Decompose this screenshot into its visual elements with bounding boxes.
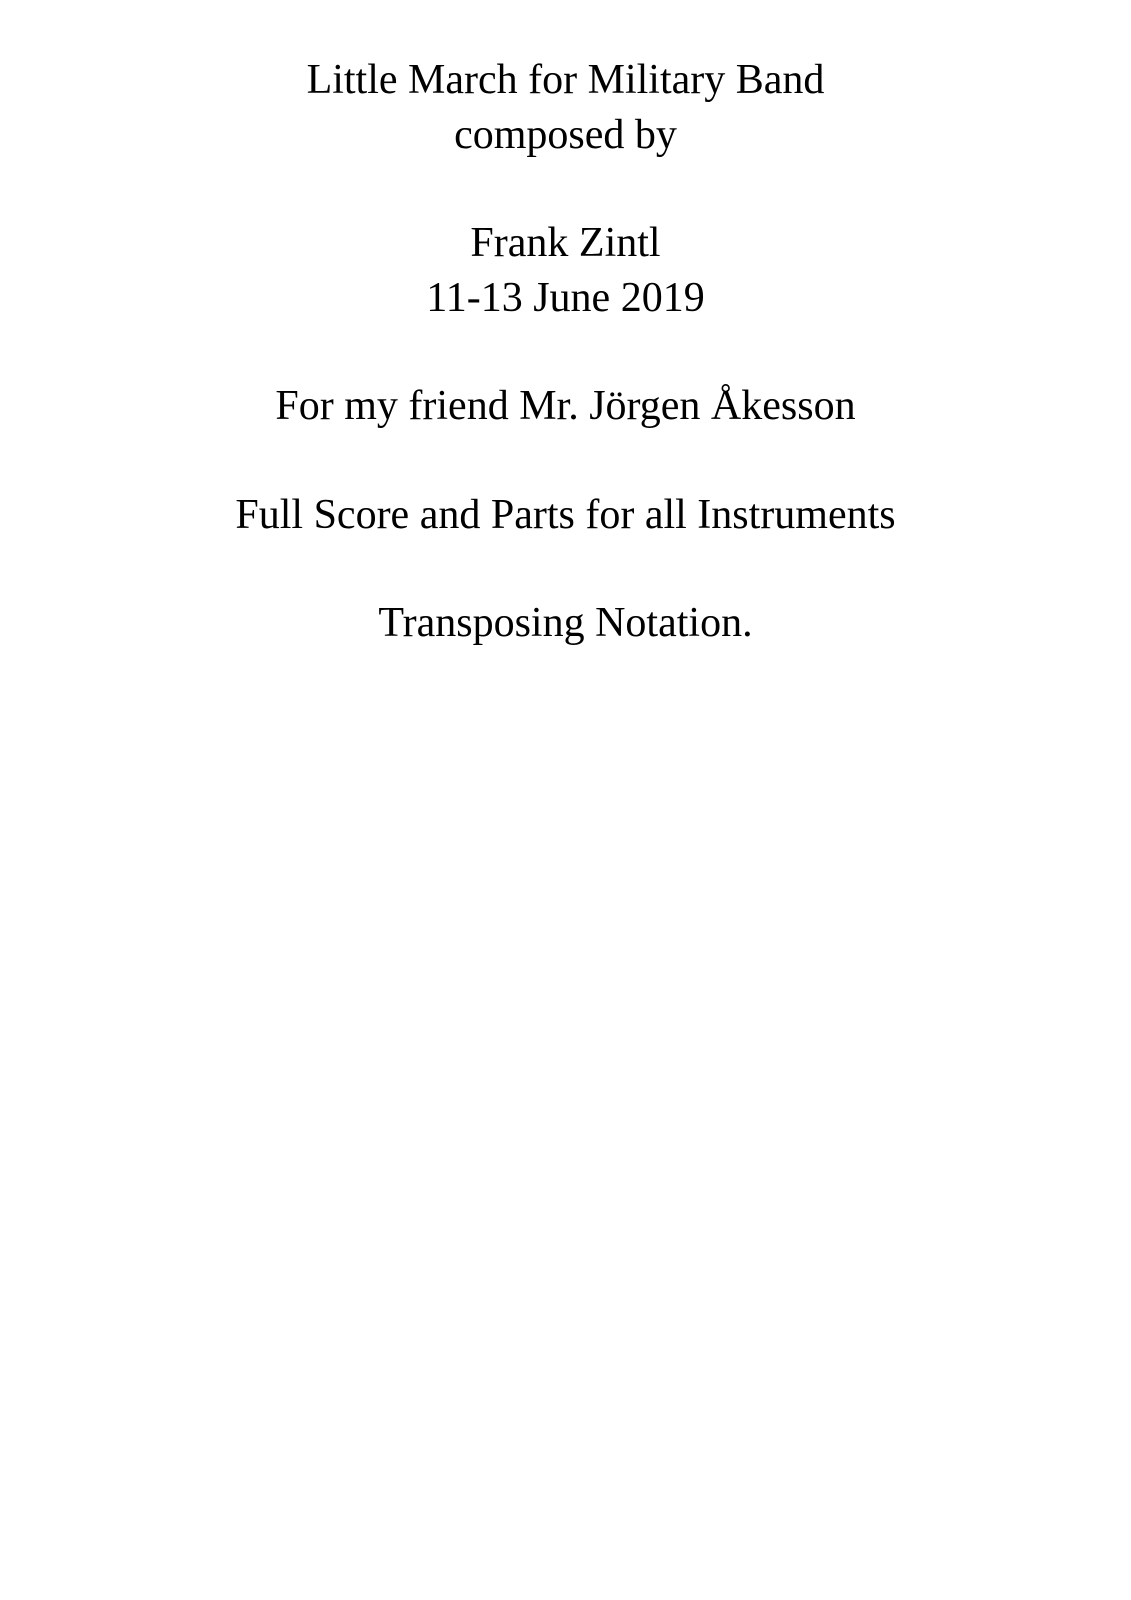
composer-name: Frank Zintl	[470, 220, 661, 266]
score-contents: Full Score and Parts for all Instruments	[235, 492, 896, 538]
dedication: For my friend Mr. Jörgen Åkesson	[275, 383, 856, 429]
piece-title: Little March for Military Band	[306, 57, 825, 103]
notation-note: Transposing Notation.	[378, 600, 753, 646]
composed-by-label: composed by	[454, 112, 677, 158]
composition-date: 11-13 June 2019	[426, 275, 705, 321]
